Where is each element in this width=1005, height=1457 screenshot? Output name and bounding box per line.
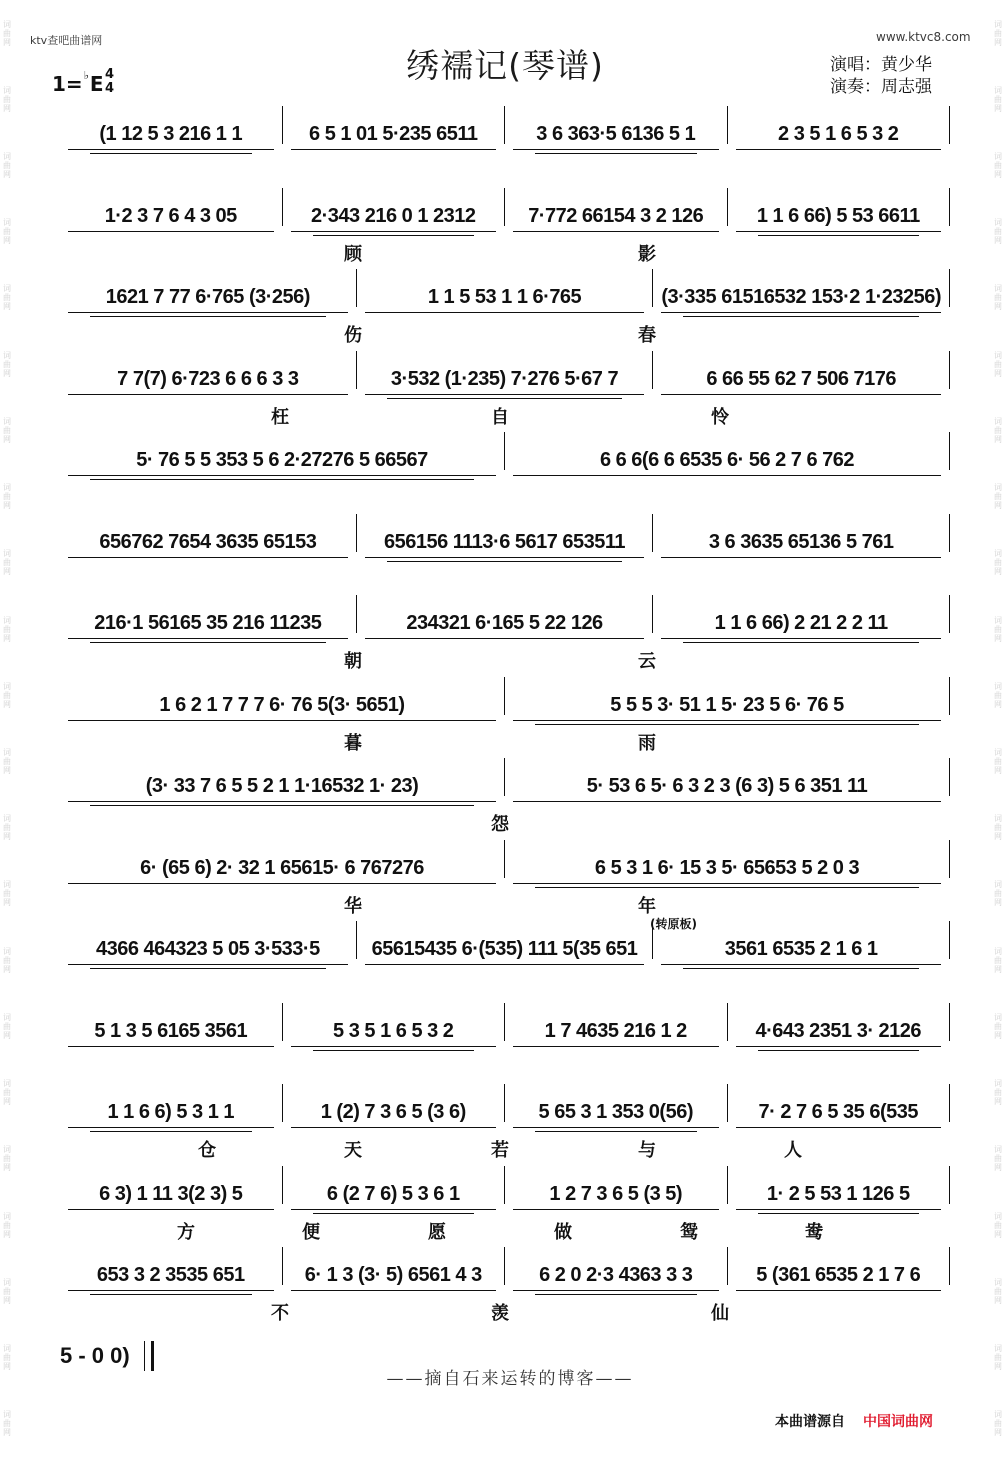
score-row [60,1166,950,1246]
watermark-text: 词曲网 [993,1277,1003,1305]
measure [60,595,357,633]
measure [60,188,283,226]
lyric-char: 年 [638,895,656,917]
measure-notes: 1· 2 5 53 1 126 5 [766,1182,910,1205]
watermark-text: 词曲网 [993,549,1003,577]
beam-line [513,149,719,150]
beam-line [68,883,496,884]
lyric-char: 顾 [344,243,362,265]
measure-notes: 234321 6·165 5 22 126 [406,612,603,634]
key-note: E [89,72,104,96]
measure-notes: 1 2 7 3 6 5 (3 5) [549,1182,683,1205]
watermark-text: 词曲网 [993,946,1003,974]
measure-notes: 2 3 5 1 6 5 3 2 [778,123,899,145]
score-row [60,432,950,512]
watermark-text: 词曲网 [993,748,1003,776]
measure [60,1084,283,1122]
measure-notes: 7 7(7) 6·723 6 6 6 3 3 [117,367,299,390]
measure-notes: 4366 464323 5 05 3·533·5 [95,938,320,960]
lyric-char: 雨 [638,732,656,754]
measure-notes: 6· (65 6) 2· 32 1 65615· 6 767276 [140,856,424,879]
bar-group [60,351,950,395]
watermark-text: 词曲网 [2,152,12,180]
key-signature [52,69,104,96]
beam-line [68,312,348,313]
beam-line [291,1209,497,1210]
measure [728,1003,951,1041]
beam-line [736,1046,942,1047]
watermark-text: 词曲网 [993,1410,1003,1438]
lyric-char: 人 [784,1140,802,1161]
beam-line [291,1046,497,1047]
watermark-text: 词曲网 [2,1145,12,1173]
lyric-char: 仓 [198,1140,216,1161]
beam-line [68,801,496,802]
measure-notes: 6 5 1 01 5·235 6511 [309,123,478,145]
measure-notes: 1·2 3 7 6 4 3 05 [104,204,237,227]
measure [653,269,950,307]
measure [357,351,654,389]
watermark-text: 词曲网 [993,416,1003,444]
beam-line [513,720,941,721]
watermark-text: 词曲网 [2,1343,12,1371]
beam-line [661,638,941,639]
watermark-text: 词曲网 [2,946,12,974]
lyric-char: 愿 [428,1221,446,1243]
final-barline [144,1341,154,1371]
watermark-text: 词曲网 [993,218,1003,246]
beam-line [736,231,942,232]
measure [653,514,950,552]
measure [283,188,506,226]
watermark-text: 词曲网 [993,85,1003,113]
watermark-text: 词曲网 [993,19,1003,47]
lyric-char: 方 [177,1221,195,1243]
measure [505,1247,728,1285]
beam-line [68,557,348,558]
lyric-char: 枉 [271,406,289,428]
beam-line [365,312,645,313]
lyric-char: 暮 [344,732,362,754]
beam-line-double [90,805,474,806]
beam-line [68,1290,274,1291]
measure [728,106,951,144]
beam-line [365,964,645,965]
beam-line-double [387,561,623,562]
beam-line [661,312,941,313]
flat-sign: ♭ [83,69,89,82]
bar-group [60,269,950,313]
score-row [60,269,950,349]
beam-line [513,883,941,884]
beam-line [513,1290,719,1291]
measure [60,106,283,144]
measure [60,758,505,796]
bar-group [60,840,950,884]
watermark-text: 词曲网 [993,350,1003,378]
left-watermark-strip [0,0,14,1457]
beam-line [291,231,497,232]
lyric-char: 做 [554,1221,572,1243]
watermark-text: 词曲网 [2,681,12,709]
measure-notes: 7·772 66154 3 2 126 [528,204,704,227]
measure [505,1003,728,1041]
beam-line-double [758,235,920,236]
measure-notes: 6 6 6(6 6 6535 6· 56 2 7 6 762 [599,449,855,471]
beam-line-double [758,1213,920,1214]
beam-line-double [90,1294,252,1295]
beam-line [736,1127,942,1128]
site-name-left: ktv查吧曲谱网 [30,34,103,47]
singer-credit: 演唱：黄少华 [830,55,932,75]
measure [653,921,950,959]
measure [505,840,950,878]
beam-line [365,557,645,558]
bar-group [60,677,950,721]
measure [505,188,728,226]
beam-line-double [90,968,326,969]
lyric-char: 与 [638,1140,656,1161]
measure [505,677,950,715]
tempo-marker: (转原板) [650,917,697,931]
watermark-text: 词曲网 [993,1079,1003,1107]
lyric-char: 影 [638,243,656,265]
measure [60,1003,283,1041]
watermark-text: 词曲网 [2,1277,12,1305]
bar-group [60,1166,950,1210]
beam-line-double [758,1050,920,1051]
measure-notes: 1 7 4635 216 1 2 [544,1019,687,1042]
watermark-text: 词曲网 [993,814,1003,842]
bar-group [60,514,950,558]
score-row [60,106,950,186]
watermark-text: 词曲网 [2,416,12,444]
beam-line-double [535,724,919,725]
beam-line-double [683,316,919,317]
measure-notes: 6 66 55 62 7 506 7176 [706,367,897,390]
measure [60,677,505,715]
measure-notes: 1 (2) 7 3 6 5 (3 6) [320,1101,466,1123]
beam-line-double [535,1294,697,1295]
measure [505,432,950,470]
bar-group [60,921,950,965]
watermark-text: 词曲网 [2,1211,12,1239]
measure [728,188,951,226]
measure-notes: 5· 53 6 5· 6 3 2 3 (6 3) 5 6 351 11 [586,775,868,797]
lyric-char: 云 [638,651,656,672]
measure [283,1247,506,1285]
beam-line [736,1209,942,1210]
measure-notes: 5 65 3 1 353 0(56) [538,1101,693,1123]
score-row [60,758,950,838]
measure-notes: 653 3 2 3535 651 [96,1264,245,1286]
beam-line [365,394,645,395]
watermark-text: 词曲网 [993,152,1003,180]
measure-notes: 656762 7654 3635 65153 [99,530,317,553]
score-row [60,1003,950,1083]
measure [505,1084,728,1122]
beam-line-double [683,968,919,969]
beam-line [661,394,941,395]
measure-notes: 1 1 6 6) 5 3 1 1 [107,1101,235,1123]
measure [728,1166,951,1204]
measure [60,840,505,878]
beam-line [68,1046,274,1047]
watermark-text: 词曲网 [993,483,1003,511]
measure [505,1166,728,1204]
beam-line-double [90,1131,252,1132]
measure [283,106,506,144]
bar-group [60,758,950,802]
key-prefix: 1= [52,72,83,96]
beam-line [291,149,497,150]
measure-notes: 1 6 2 1 7 7 7 6· 76 5(3· 5651) [159,693,405,716]
credits [830,54,932,98]
lyric-char: 羡 [491,1303,509,1324]
measure [505,106,728,144]
measure [357,269,654,307]
measure-notes: 6 3) 1 11 3(2 3) 5 [99,1182,243,1205]
beam-line [68,1209,274,1210]
measure-notes: 5 3 5 1 6 5 3 2 [333,1019,454,1042]
lyric-char: 便 [302,1221,320,1243]
measure [60,1166,283,1204]
lyric-char: 怜 [711,406,729,428]
beam-line [736,149,942,150]
beam-line [291,1127,497,1128]
measure-notes: 5 1 3 5 6165 3561 [94,1019,248,1042]
watermark-text: 词曲网 [2,284,12,312]
beam-line [68,475,496,476]
watermark-text: 词曲网 [2,549,12,577]
lyric-char: 不 [271,1303,289,1324]
beam-line-double [535,1131,697,1132]
measure [653,595,950,633]
watermark-text: 词曲网 [2,483,12,511]
bar-group [60,432,950,476]
bar-group [60,106,950,150]
beam-line [291,1290,497,1291]
lyric-char: 鸳 [680,1221,698,1243]
watermark-text: 词曲网 [2,748,12,776]
watermark-text: 词曲网 [2,1410,12,1438]
beam-line-double [535,887,919,888]
beam-line [513,1127,719,1128]
time-bottom: 4 [105,81,115,96]
beam-line-double [313,1050,475,1051]
beam-line [68,638,348,639]
measure [357,595,654,633]
source-note: ——摘自石来运转的博客—— [386,1369,634,1389]
lyric-char: 若 [491,1140,509,1161]
measure-notes: 7· 2 7 6 5 35 6(535 [758,1101,918,1123]
score-row [60,840,950,920]
beam-line [68,394,348,395]
beam-line-double [90,316,326,317]
lyric-char: 华 [344,895,362,917]
score-row [60,188,950,268]
site-url-right: www.ktvc8.com [876,30,971,44]
beam-line-double [535,153,697,154]
lyric-char: 春 [638,325,656,346]
measure [60,514,357,552]
right-watermark-strip [991,0,1005,1457]
time-top: 4 [105,67,115,82]
watermark-text: 词曲网 [993,1211,1003,1239]
measure [357,921,654,959]
lyric-char: 天 [344,1140,362,1161]
measure-notes: 4·643 2351 3· 2126 [755,1019,922,1042]
watermark-text: 词曲网 [2,615,12,643]
beam-line [513,1209,719,1210]
measure [283,1003,506,1041]
watermark-text: 词曲网 [993,880,1003,908]
measure-notes: (3·335 61516532 153·2 1·23256) [661,286,942,308]
beam-line [68,231,274,232]
beam-line [68,964,348,965]
beam-line-double [387,398,623,399]
measure-notes: 5· 76 5 5 353 5 6 2·27276 5 66567 [136,449,428,471]
score-row [60,917,950,1001]
beam-line [513,1046,719,1047]
watermark-text: 词曲网 [2,1012,12,1040]
measure-notes: 216·1 56165 35 216 11235 [94,612,322,634]
watermark-text: 词曲网 [993,1145,1003,1173]
bar-group [60,1003,950,1047]
beam-line-double [90,153,252,154]
beam-line [513,231,719,232]
measure [505,758,950,796]
measure-notes: 1 1 6 66) 5 53 6611 [756,204,920,227]
beam-line [661,964,941,965]
score-row [60,1084,950,1164]
beam-line [513,801,941,802]
beam-line-double [683,642,919,643]
measure-notes: 1 1 6 66) 2 21 2 2 11 [714,612,888,634]
measure-notes: 65615435 6·(535) 111 5(35 651 [371,938,638,960]
lyric-char: 仙 [711,1303,729,1324]
score-row [60,514,950,594]
measure-notes: 1 1 5 53 1 1 6·765 [427,286,582,308]
measure-notes: (1 12 5 3 216 1 1 [99,123,243,145]
measure [283,1084,506,1122]
footer-label: 本曲谱源自 [775,1414,845,1430]
watermark-text: 词曲网 [2,814,12,842]
measure-notes: 3561 6535 2 1 6 1 [724,938,878,960]
score-row [60,595,950,675]
beam-line [68,720,496,721]
score-row [60,351,950,431]
score-row [60,677,950,757]
lyric-char: 怨 [491,814,509,835]
measure [60,921,357,959]
score-row [60,1247,950,1327]
lyric-char: 朝 [344,651,362,672]
beam-line [68,149,274,150]
beam-line [68,1127,274,1128]
watermark-text: 词曲网 [2,19,12,47]
watermark-text: 词曲网 [993,681,1003,709]
measure [728,1084,951,1122]
footer-brand-link[interactable]: 中国词曲网 [863,1414,933,1430]
measure [60,351,357,389]
measure [60,432,505,470]
score-ending [60,1336,210,1376]
beam-line [365,638,645,639]
watermark-text: 词曲网 [2,85,12,113]
beam-line-double [313,235,475,236]
measure-notes: 6 (2 7 6) 5 3 6 1 [326,1182,460,1205]
watermark-text: 词曲网 [2,880,12,908]
lyric-char: 鸯 [805,1221,823,1243]
measure-notes: 6 2 0 2·3 4363 3 3 [539,1264,693,1286]
beam-line [736,1290,942,1291]
measure-notes: 1621 7 77 6·765 (3·256) [105,286,310,308]
watermark-text: 词曲网 [993,615,1003,643]
measure-notes: 3 6 3635 65136 5 761 [708,530,894,553]
lyric-char: 伤 [344,325,362,346]
measure-notes: 656156 1113·6 5617 653511 [383,530,626,553]
measure [60,269,357,307]
bar-group [60,595,950,639]
measure-notes: (3· 33 7 6 5 5 2 1 1·16532 1· 23) [145,775,419,797]
bar-group [60,188,950,232]
measure [728,1247,951,1285]
beam-line [661,557,941,558]
measure-notes: 6· 1 3 (3· 5) 6561 4 3 [304,1264,482,1286]
measure-notes: 3 6 363·5 6136 5 1 [536,123,696,145]
measure-notes: 3·532 (1·235) 7·276 5·67 7 [390,367,619,390]
beam-line-double [313,1213,475,1214]
page-title: 绣襦记(琴谱) [406,46,604,85]
watermark-text: 词曲网 [2,350,12,378]
beam-line [513,475,941,476]
watermark-text: 词曲网 [2,1079,12,1107]
player-credit: 演奏：周志强 [830,77,932,97]
watermark-text: 词曲网 [993,284,1003,312]
beam-line-double [90,479,474,480]
measure [283,1166,506,1204]
beam-line-double [90,642,326,643]
measure [357,514,654,552]
watermark-text: 词曲网 [2,218,12,246]
time-signature [105,68,114,96]
measure-notes: 5 (361 6535 2 1 7 6 [756,1264,921,1286]
lyric-char: 自 [491,406,509,428]
ending-notes: 5 - 0 0) [60,1343,130,1368]
bar-group [60,1084,950,1128]
measure-notes: 6 5 3 1 6· 15 3 5· 65653 5 2 0 3 [594,856,860,879]
watermark-text: 词曲网 [993,1343,1003,1371]
measure [653,351,950,389]
measure [60,1247,283,1285]
bar-group [60,1247,950,1291]
measure-notes: 5 5 5 3· 51 1 5· 23 5 6· 76 5 [610,693,844,716]
measure-notes: 2·343 216 0 1 2312 [311,204,476,227]
footer [775,1411,933,1431]
watermark-text: 词曲网 [993,1012,1003,1040]
